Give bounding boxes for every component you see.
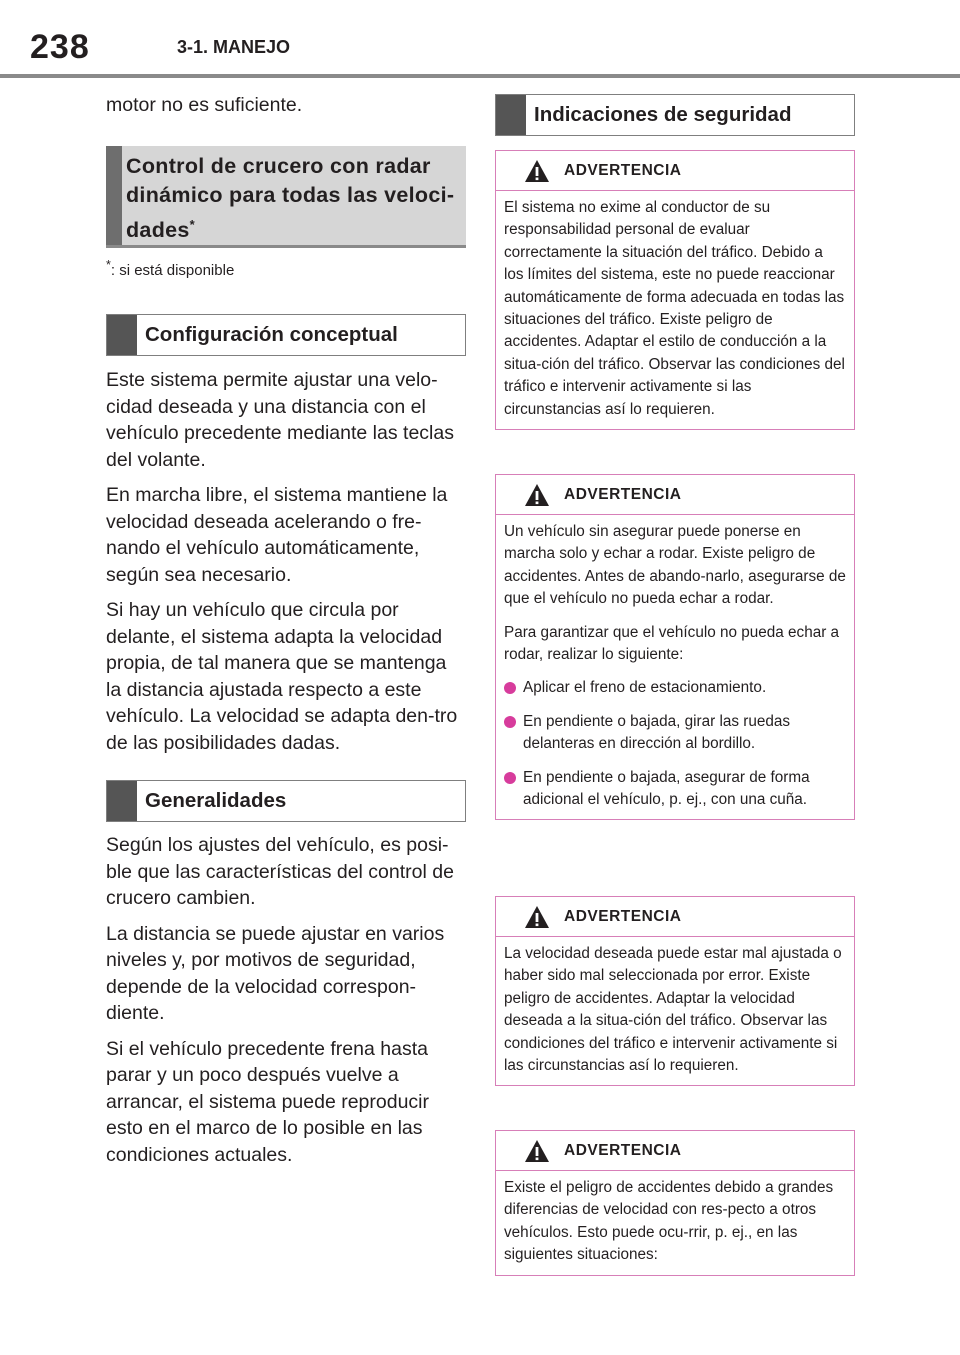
warning-triangle-icon xyxy=(524,159,550,183)
paragraph: Si el vehículo precedente frena hasta parar y un poco después vuelve a arrancar, el sistema puede reproducir esto en el marco de lo posible en las condiciones actuales. xyxy=(106,1037,429,1166)
footnote-text: : si está disponible xyxy=(110,262,235,279)
bullet-dot-icon xyxy=(504,716,516,728)
warning-triangle-icon xyxy=(524,1139,550,1163)
section-heading-text: Indicaciones de seguridad xyxy=(534,103,792,126)
warning-title: ADVERTENCIA xyxy=(564,486,682,503)
concept-paragraphs xyxy=(106,367,466,765)
section-heading-safety xyxy=(495,94,855,136)
warning-bullet-item: En pendiente o bajada, girar las ruedas delanteras en dirección al bordillo. xyxy=(504,711,846,756)
warning-title: ADVERTENCIA xyxy=(564,908,682,925)
general-paragraphs xyxy=(106,832,466,1177)
warning-bullet-item: En pendiente o bajada, asegurar de forma adicional el vehículo, p. ej., con una cuña. xyxy=(504,767,846,812)
bullet-dot-icon xyxy=(504,772,516,784)
footnote xyxy=(106,258,234,279)
warning-paragraph: El sistema no exime al conductor de su responsabilidad personal de evaluar correctamente la situación del tráfico. Debido a los límites del sistema, este no puede reaccionar automáticamente de forma adecuada en todas las situaciones del tráfico. Existe peligro de accidentes. Adaptar el estilo de conducción a la situa-ción del tráfico. Observar las condiciones del tráfico e intervenir activamente si las circunstancias así lo requieren. xyxy=(504,199,845,418)
warning-header xyxy=(496,897,854,937)
warning-body xyxy=(496,937,854,1085)
warning-header xyxy=(496,1131,854,1171)
paragraph: En marcha libre, el sistema mantiene la velocidad deseada acelerando o fre-nando el vehículo automáticamente, según sea necesario. xyxy=(106,484,448,586)
warning-box xyxy=(495,150,855,430)
paragraph: La distancia se puede ajustar en varios niveles y, por motivos de seguridad, depende de la velocidad correspon-diente. xyxy=(106,922,445,1024)
warning-title: ADVERTENCIA xyxy=(564,162,682,179)
warning-paragraph: Existe el peligro de accidentes debido a grandes diferencias de velocidad con res-pecto a otros vehículos. Esto puede ocu-rrir, p. ej., en las siguientes situaciones: xyxy=(504,1179,834,1264)
intro-line: motor no es suficiente. xyxy=(106,94,303,116)
page-number: 238 xyxy=(30,28,90,66)
warning-triangle-icon xyxy=(524,483,550,507)
section-heading-bar xyxy=(496,95,526,135)
section-heading-bar xyxy=(107,781,137,821)
warning-header xyxy=(496,475,854,515)
main-heading-bar xyxy=(106,146,122,245)
warning-triangle-icon xyxy=(524,905,550,929)
page-header xyxy=(0,0,960,78)
section-heading-concept xyxy=(106,314,466,356)
warning-paragraph: La velocidad deseada puede estar mal ajustada o haber sido mal seleccionada por error. Existe peligro de accidentes. Adaptar la velocidad deseada a la situa-ción del tráfico. Observar las condiciones del tráfico e intervenir activamente si las circunstancias así lo requieren. xyxy=(504,945,842,1075)
section-heading-text: Configuración conceptual xyxy=(145,323,398,346)
section-heading-general xyxy=(106,780,466,822)
warning-paragraph: Para garantizar que el vehículo no pueda echar a rodar, realizar lo siguiente: xyxy=(504,623,840,664)
footnote-mark: * xyxy=(106,258,111,272)
warning-title: ADVERTENCIA xyxy=(564,1142,682,1159)
paragraph: Si hay un vehículo que circula por delante, el sistema adapta la velocidad propia, de tal manera que se mantenga la distancia ajustada respecto a este vehículo. La velocidad se adapta den-tro de las posibilidades dadas. xyxy=(106,599,458,754)
warning-box xyxy=(495,1130,855,1276)
paragraph: Este sistema permite ajustar una velo-cidad deseada y una distancia con el vehículo precedente mediante las teclas del volante. xyxy=(106,369,454,471)
warning-box xyxy=(495,896,855,1086)
warning-header xyxy=(496,151,854,191)
warning-body xyxy=(496,515,854,819)
warning-body xyxy=(496,1171,854,1275)
warning-bullet-item: Aplicar el freno de estacionamiento. xyxy=(504,677,846,699)
section-heading-bar xyxy=(107,315,137,355)
section-label: 3-1. MANEJO xyxy=(177,37,291,57)
main-heading: Control de crucero con radar dinámico para todas las veloci-dades* xyxy=(126,154,455,243)
header-rule xyxy=(0,74,960,78)
left-column-intro xyxy=(106,92,466,128)
warning-box xyxy=(495,474,855,820)
section-heading-text: Generalidades xyxy=(145,789,287,812)
warning-body xyxy=(496,191,854,429)
main-heading-mark: * xyxy=(189,217,195,232)
bullet-dot-icon xyxy=(504,682,516,694)
warning-paragraph: Un vehículo sin asegurar puede ponerse en marcha solo y echar a rodar. Existe peligro de accidentes. Antes de abando-narlo, asegurarse de que el vehículo no pueda echar a rodar. xyxy=(504,523,846,608)
main-heading-block xyxy=(106,146,466,248)
paragraph: Según los ajustes del vehículo, es posi-ble que las características del control de crucero cambien. xyxy=(106,834,454,909)
